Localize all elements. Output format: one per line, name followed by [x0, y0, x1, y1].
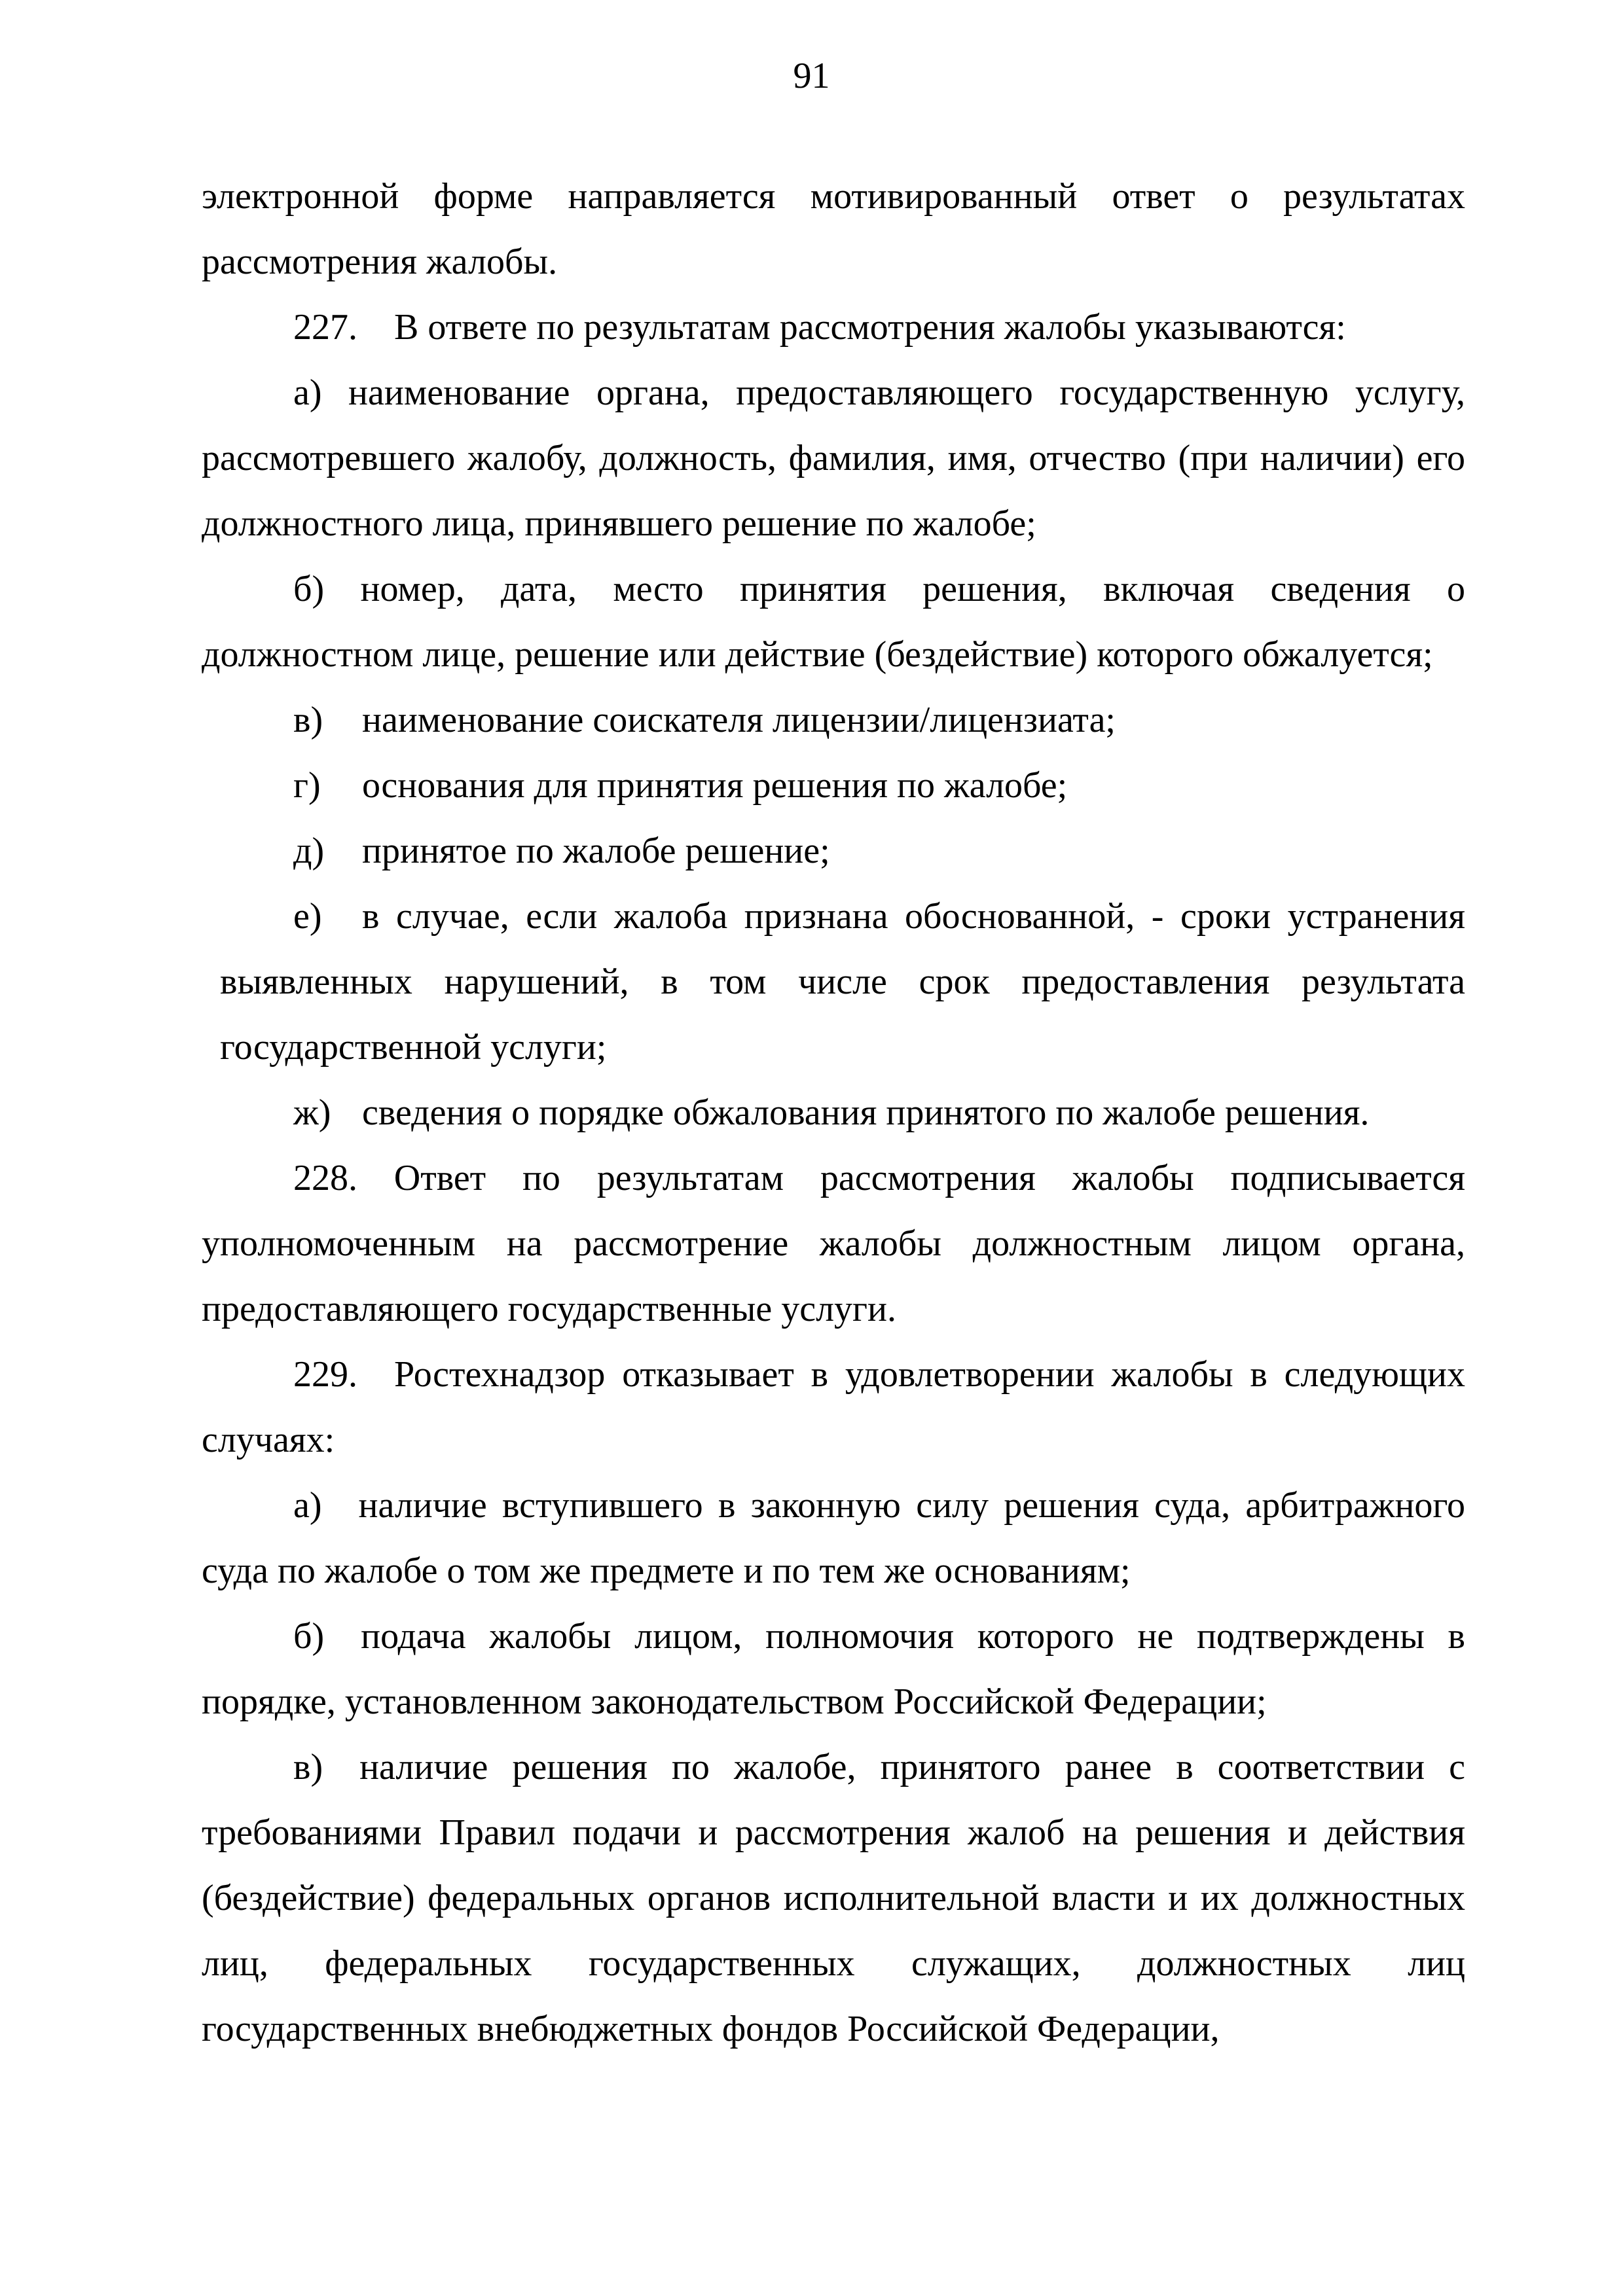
document-body [202, 164, 1465, 2062]
list-marker: ж) [293, 1092, 331, 1133]
list-marker: в) [293, 700, 323, 740]
paragraph-continuation: электронной форме направляется мотивированный ответ о результатах рассмотрения жалобы. [202, 176, 1465, 282]
paragraph-227: 227. В ответе по результатам рассмотрения жалобы указываются: [293, 307, 1346, 348]
paragraph-227-b: б) номер, дата, место принятия решения, включая сведения о должностном лице, решение или действие (бездействие) которого обжалуется; [202, 569, 1465, 675]
list-marker: г) [293, 765, 321, 806]
list-item-text: в случае, если жалоба признана обоснованной, - сроки устранения выявленных нарушений, в том числе срок предоставления результата государственной услуги; [220, 896, 1465, 1067]
list-item-text: принятое по жалобе решение; [362, 831, 830, 871]
list-item-227-d [293, 818, 1465, 884]
list-item-text: сведения о порядке обжалования принятого по жалобе решения. [362, 1092, 1370, 1133]
page-number: 91 [793, 56, 830, 96]
paragraph-228: 228. Ответ по результатам рассмотрения жалобы подписывается уполномоченным на рассмотрение жалобы должностным лицом органа, предоставляющего государственные услуги. [202, 1158, 1465, 1329]
list-item-227-g [293, 753, 1465, 818]
list-marker: е) [293, 896, 322, 937]
paragraph-229-b: б) подача жалобы лицом, полномочия которого не подтверждены в порядке, установленном законодательством Российской Федерации; [202, 1616, 1465, 1722]
paragraph-229: 229. Ростехнадзор отказывает в удовлетворении жалобы в следующих случаях: [202, 1354, 1465, 1460]
paragraph-227-a: а) наименование органа, предоставляющего государственную услугу, рассмотревшего жалобу, должность, фамилия, имя, отчество (при наличии) его должностного лица, принявшего решение по жалобе; [202, 372, 1465, 544]
list-item-227-zh [293, 1080, 1465, 1145]
paragraph-229-v: в) наличие решения по жалобе, принятого ранее в соответствии с требованиями Правил подачи и рассмотрения жалоб на решения и действия (бездействие) федеральных органов исполнительной власти и их должностных лиц, федеральных государственных служащих, должностных лиц государственных внебюджетных фондов Российской Федерации, [202, 1747, 1465, 2049]
list-item-text: основания для принятия решения по жалобе; [362, 765, 1068, 806]
list-item-227-v [293, 687, 1465, 753]
list-item-227-e [220, 884, 1465, 1080]
paragraph-229-a: а) наличие вступившего в законную силу решения суда, арбитражного суда по жалобе о том же предмете и по тем же основаниям; [202, 1485, 1465, 1591]
list-item-text: наименование соискателя лицензии/лицензиата; [362, 700, 1116, 740]
list-marker: д) [293, 831, 325, 871]
